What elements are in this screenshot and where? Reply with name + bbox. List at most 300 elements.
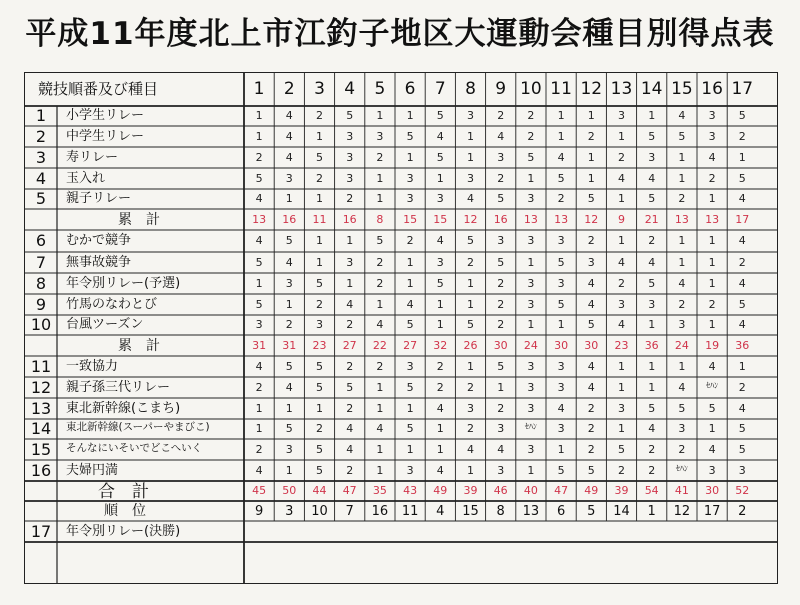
score-cell: 23 xyxy=(312,338,327,352)
score-cell: 3 xyxy=(557,276,565,290)
score-cell: 2 xyxy=(346,192,354,205)
score-cell: 2 xyxy=(587,422,595,435)
score-cell: 2 xyxy=(346,463,354,477)
score-cell: 2 xyxy=(376,276,384,290)
score-cell: 1 xyxy=(436,422,444,435)
score-cell: 4 xyxy=(738,318,746,331)
score-cell: 4 xyxy=(346,442,354,456)
score-cell: 1 xyxy=(285,401,293,415)
score-cell: 32 xyxy=(433,338,448,352)
score-cell: 2 xyxy=(678,297,686,311)
rank-cell: 8 xyxy=(496,504,505,519)
event-name: むかで競争 xyxy=(66,233,132,248)
score-cell: 1 xyxy=(255,422,263,435)
score-cell: 1 xyxy=(648,318,656,331)
score-cell: 1 xyxy=(346,276,354,290)
score-cell: 1 xyxy=(557,318,565,331)
score-cell: 1 xyxy=(557,442,565,456)
event-name: 中学生リレー xyxy=(66,128,145,144)
score-cell: 5 xyxy=(648,401,656,415)
score-cell: 2 xyxy=(285,318,293,331)
score-cell: 50 xyxy=(282,484,297,497)
score-cell: 1 xyxy=(346,234,354,247)
score-cell: 3 xyxy=(466,401,474,415)
score-cell: 1 xyxy=(708,318,716,331)
score-cell: 13 xyxy=(674,212,689,226)
score-cell: 3 xyxy=(346,129,354,143)
score-cell: 4 xyxy=(587,297,595,311)
score-cell: 1 xyxy=(315,192,323,205)
rank-cell: 4 xyxy=(436,504,445,519)
team-header: 2 xyxy=(283,79,295,99)
event-name: 一致協力 xyxy=(66,358,119,374)
rank-cell: 1 xyxy=(647,504,656,519)
score-cell: 15 xyxy=(433,212,448,226)
score-cell: 1 xyxy=(376,297,384,311)
score-cell: 3 xyxy=(315,318,323,331)
score-cell: 4 xyxy=(436,129,444,143)
score-cell: 13 xyxy=(252,212,267,226)
score-cell: 5 xyxy=(617,442,625,456)
score-cell: 2 xyxy=(708,171,716,185)
score-cell: ｾﾊﾝ xyxy=(675,463,688,473)
row-number: 11 xyxy=(30,356,52,376)
team-header: 10 xyxy=(520,79,542,99)
rank-cell: 13 xyxy=(522,504,540,519)
score-cell: 4 xyxy=(738,234,746,247)
score-cell: 1 xyxy=(557,129,565,143)
score-cell: 3 xyxy=(617,297,625,311)
team-header: 7 xyxy=(434,79,446,99)
score-cell: 3 xyxy=(406,359,414,373)
score-cell: 1 xyxy=(376,192,384,205)
event-name: 年令別リレー(決勝) xyxy=(66,523,181,539)
score-cell: 4 xyxy=(436,463,444,477)
score-cell: 5 xyxy=(648,192,656,205)
score-cell: 3 xyxy=(617,109,625,122)
event-name: そんなにいそいでどこへいく xyxy=(66,441,203,454)
score-cell: 4 xyxy=(708,150,716,164)
score-cell: 1 xyxy=(436,297,444,311)
score-cell: 2 xyxy=(587,442,595,456)
team-header: 13 xyxy=(610,79,633,99)
score-cell: 5 xyxy=(406,380,414,394)
row-number: 16 xyxy=(30,460,52,480)
score-cell: 12 xyxy=(584,212,599,226)
score-cell: 1 xyxy=(406,109,414,122)
score-cell: 5 xyxy=(406,129,414,143)
row-number: 7 xyxy=(35,252,47,272)
score-cell: 16 xyxy=(282,212,297,226)
score-cell: 3 xyxy=(285,171,293,185)
score-cell: 1 xyxy=(285,192,293,205)
score-cell: 17 xyxy=(735,212,750,226)
event-header-label: 競技順番及び種目 xyxy=(38,80,159,98)
score-cell: 5 xyxy=(466,318,474,331)
score-cell: 5 xyxy=(527,150,535,164)
score-cell: 4 xyxy=(678,380,686,394)
score-cell: 52 xyxy=(735,484,750,497)
score-cell: 27 xyxy=(342,338,357,352)
score-cell: 2 xyxy=(587,401,595,415)
score-cell: 4 xyxy=(587,276,595,290)
row-number: 9 xyxy=(35,294,47,314)
score-cell: 1 xyxy=(648,109,656,122)
score-cell: 3 xyxy=(466,171,474,185)
score-cell: 30 xyxy=(554,338,569,352)
score-cell: 3 xyxy=(708,129,716,143)
score-cell: 2 xyxy=(557,192,565,205)
rank-cell: 5 xyxy=(587,504,596,519)
score-cell: 2 xyxy=(617,276,625,290)
score-cell: 4 xyxy=(708,359,716,373)
score-cell: 2 xyxy=(678,442,686,456)
score-cell: 3 xyxy=(527,276,535,290)
score-cell: 4 xyxy=(376,422,384,435)
score-cell: 4 xyxy=(648,171,656,185)
score-cell: 5 xyxy=(346,109,354,122)
score-cell: 4 xyxy=(285,129,293,143)
score-cell: 4 xyxy=(738,401,746,415)
score-cell: 5 xyxy=(648,276,656,290)
score-cell: 1 xyxy=(406,255,414,269)
score-cell: 5 xyxy=(255,297,263,311)
rank-cell: 17 xyxy=(703,504,721,519)
score-cell: 24 xyxy=(674,338,689,352)
score-cell: 30 xyxy=(584,338,599,352)
score-cell: 4 xyxy=(617,318,625,331)
score-cell: 2 xyxy=(617,463,625,477)
event-name: 親子リレー xyxy=(66,191,132,206)
score-cell: 4 xyxy=(346,422,354,435)
row-number: 14 xyxy=(30,419,52,438)
score-cell: 5 xyxy=(346,380,354,394)
score-cell: 1 xyxy=(708,422,716,435)
score-cell: 1 xyxy=(587,109,595,122)
score-cell: 4 xyxy=(346,297,354,311)
event-name: 小学生リレー xyxy=(66,108,145,123)
row-number: 6 xyxy=(35,231,47,250)
event-name: 夫婦円満 xyxy=(66,462,119,478)
score-cell: 3 xyxy=(557,234,565,247)
score-cell: 1 xyxy=(315,129,323,143)
score-cell: 13 xyxy=(523,212,538,226)
row-number: 2 xyxy=(35,126,47,146)
score-cell: 1 xyxy=(738,359,746,373)
team-header: 12 xyxy=(580,79,603,99)
score-cell: 3 xyxy=(406,171,414,185)
score-cell: 1 xyxy=(648,380,656,394)
score-cell: 1 xyxy=(376,109,384,122)
score-cell: 2 xyxy=(527,129,535,143)
score-cell: 1 xyxy=(436,442,444,456)
score-cell: 31 xyxy=(282,338,297,352)
score-cell: 1 xyxy=(315,234,323,247)
score-cell: 30 xyxy=(493,338,508,352)
score-cell: 2 xyxy=(315,171,323,185)
team-header: 14 xyxy=(640,79,663,99)
score-cell: 4 xyxy=(587,359,595,373)
rank-cell: 2 xyxy=(738,504,747,519)
event-name: 親子孫三代リレー xyxy=(66,379,171,395)
score-cell: 4 xyxy=(678,109,686,122)
score-cell: 5 xyxy=(285,422,293,435)
score-cell: 36 xyxy=(644,338,659,352)
score-cell: 5 xyxy=(708,401,716,415)
score-cell: 1 xyxy=(255,401,263,415)
score-cell: 3 xyxy=(255,318,263,331)
score-cell: 1 xyxy=(406,442,414,456)
score-cell: 5 xyxy=(738,442,746,456)
score-cell: 39 xyxy=(463,484,478,497)
score-cell: 1 xyxy=(678,255,686,269)
score-cell: 3 xyxy=(406,192,414,205)
score-cell: 3 xyxy=(708,109,716,122)
rank-cell: 10 xyxy=(311,504,328,519)
event-name: 竹馬のなわとび xyxy=(66,296,158,312)
score-cell: 4 xyxy=(678,276,686,290)
score-cell: 5 xyxy=(738,297,746,311)
score-cell: 3 xyxy=(527,401,535,415)
score-cell: 5 xyxy=(497,359,505,373)
score-cell: 39 xyxy=(614,484,629,497)
score-cell: 1 xyxy=(406,401,414,415)
rank-cell: 16 xyxy=(371,504,389,519)
score-cell: 13 xyxy=(554,212,569,226)
score-cell: 3 xyxy=(648,297,656,311)
score-cell: 3 xyxy=(406,463,414,477)
score-cell: 1 xyxy=(527,318,535,331)
score-cell: 15 xyxy=(403,212,418,226)
score-cell: 41 xyxy=(674,484,689,497)
score-cell: 2 xyxy=(738,255,746,269)
score-cell: 5 xyxy=(315,380,323,394)
score-cell: 5 xyxy=(497,192,505,205)
team-header: 17 xyxy=(731,79,754,99)
row-number: 12 xyxy=(30,377,52,397)
score-cell: 43 xyxy=(403,484,418,497)
score-cell: 4 xyxy=(557,150,565,164)
score-cell: 3 xyxy=(527,192,535,205)
score-cell: 3 xyxy=(346,171,354,185)
score-cell: 21 xyxy=(644,212,659,226)
row-number: 8 xyxy=(35,273,47,293)
score-cell: 1 xyxy=(678,171,686,185)
score-cell: 40 xyxy=(523,484,538,497)
score-cell: 1 xyxy=(617,192,625,205)
score-cell: 1 xyxy=(376,442,384,456)
score-cell: ｾﾊﾝ xyxy=(706,380,719,390)
score-cell: 1 xyxy=(678,150,686,164)
score-cell: 1 xyxy=(436,171,444,185)
score-cell: 35 xyxy=(372,484,387,497)
event-name: 累 計 xyxy=(118,337,160,354)
score-cell: 4 xyxy=(285,255,293,269)
score-cell: 1 xyxy=(466,129,474,143)
score-cell: 4 xyxy=(406,297,414,311)
score-cell: 3 xyxy=(346,150,354,164)
score-cell: 4 xyxy=(617,171,625,185)
score-cell: 2 xyxy=(346,401,354,415)
row-number: 17 xyxy=(30,521,52,541)
score-cell: 3 xyxy=(557,359,565,373)
score-cell: 3 xyxy=(527,380,535,394)
event-name: 無事故競争 xyxy=(66,254,132,270)
score-cell: 2 xyxy=(497,297,505,311)
score-cell: 2 xyxy=(497,401,505,415)
score-cell: 1 xyxy=(376,380,384,394)
score-cell: 4 xyxy=(738,192,746,205)
score-cell: 45 xyxy=(252,484,267,497)
event-name: 東北新幹線(こまち) xyxy=(66,400,181,416)
score-cell: 3 xyxy=(466,109,474,122)
score-cell: 2 xyxy=(617,150,625,164)
score-cell: 3 xyxy=(617,401,625,415)
score-cell: 3 xyxy=(497,422,505,435)
score-cell: 5 xyxy=(315,463,323,477)
score-cell: 2 xyxy=(648,463,656,477)
score-cell: 13 xyxy=(705,212,720,226)
score-cell: 1 xyxy=(678,359,686,373)
event-name: 玉入れ xyxy=(66,170,106,186)
rank-cell: 12 xyxy=(673,504,691,519)
row-number: 13 xyxy=(30,398,52,418)
team-header: 5 xyxy=(374,79,386,99)
score-cell: 1 xyxy=(497,380,505,394)
score-cell: 4 xyxy=(255,234,263,247)
score-cell: 3 xyxy=(285,442,293,456)
score-cell: 5 xyxy=(738,422,746,435)
score-cell: 3 xyxy=(708,463,716,477)
score-cell: 44 xyxy=(312,484,327,497)
score-cell: 4 xyxy=(617,255,625,269)
event-name: 東北新幹線(スーパーやまびこ) xyxy=(66,421,210,433)
score-cell: 8 xyxy=(376,212,384,226)
score-cell: 5 xyxy=(255,255,263,269)
score-cell: 2 xyxy=(738,129,746,143)
score-cell: 5 xyxy=(285,359,293,373)
score-cell: 5 xyxy=(557,255,565,269)
score-cell: 3 xyxy=(738,463,746,477)
score-cell: 49 xyxy=(584,484,599,497)
score-cell: 5 xyxy=(406,318,414,331)
score-cell: 3 xyxy=(527,442,535,456)
score-cell: 2 xyxy=(255,380,263,394)
score-cell: 5 xyxy=(678,129,686,143)
score-cell: 9 xyxy=(617,212,625,226)
event-name: 順 位 xyxy=(104,503,146,519)
score-cell: 1 xyxy=(708,255,716,269)
score-cell: 4 xyxy=(466,442,474,456)
score-cell: 1 xyxy=(255,109,263,122)
score-cell: 1 xyxy=(738,150,746,164)
score-cell: 2 xyxy=(648,442,656,456)
score-cell: 1 xyxy=(527,463,535,477)
score-cell: 3 xyxy=(497,463,505,477)
score-cell: 2 xyxy=(406,234,414,247)
row-number: 3 xyxy=(35,147,47,167)
score-cell: 1 xyxy=(708,192,716,205)
score-cell: 2 xyxy=(346,359,354,373)
score-cell: 2 xyxy=(466,255,474,269)
score-cell: 3 xyxy=(497,234,505,247)
score-cell: ｾﾊﾝ xyxy=(524,422,537,431)
event-name: 年令別リレー(予選) xyxy=(66,275,181,291)
score-cell: 1 xyxy=(376,463,384,477)
rank-cell: 9 xyxy=(254,504,264,519)
score-cell: 4 xyxy=(285,380,293,394)
score-cell: 1 xyxy=(285,297,293,311)
score-cell: 1 xyxy=(617,129,625,143)
score-cell: 4 xyxy=(436,401,444,415)
score-cell: 4 xyxy=(255,192,263,205)
team-header: 9 xyxy=(495,79,507,99)
row-number: 1 xyxy=(35,106,47,125)
score-cell: 2 xyxy=(315,422,323,435)
score-cell: 1 xyxy=(376,171,384,185)
score-cell: 1 xyxy=(466,297,474,311)
score-cell: 49 xyxy=(433,484,448,497)
score-cell: 2 xyxy=(527,109,535,122)
score-cell: 5 xyxy=(406,422,414,435)
team-header: 16 xyxy=(701,79,723,99)
event-name: 台風ツーズン xyxy=(66,317,144,332)
score-cell: 1 xyxy=(466,150,474,164)
team-header: 6 xyxy=(404,79,416,99)
score-cell: 2 xyxy=(497,109,505,122)
score-cell: 4 xyxy=(648,255,656,269)
score-cell: 1 xyxy=(406,276,414,290)
rank-cell: 11 xyxy=(401,504,419,519)
score-cell: 2 xyxy=(376,359,384,373)
score-cell: 2 xyxy=(255,442,263,456)
score-cell: 1 xyxy=(466,359,474,373)
score-cell: 24 xyxy=(523,338,538,352)
score-cell: 2 xyxy=(376,150,384,164)
score-cell: 27 xyxy=(403,338,418,352)
score-cell: 1 xyxy=(466,463,474,477)
score-cell: 4 xyxy=(497,442,505,456)
score-cell: 1 xyxy=(376,401,384,415)
event-name: 累 計 xyxy=(118,211,160,228)
score-cell: 5 xyxy=(315,359,323,373)
score-cell: 4 xyxy=(285,109,293,122)
row-number: 10 xyxy=(30,315,52,334)
score-cell: 36 xyxy=(735,338,750,352)
score-cell: 1 xyxy=(315,255,323,269)
score-cell: 11 xyxy=(312,212,327,226)
score-cell: 3 xyxy=(285,276,293,290)
score-cell: 3 xyxy=(648,150,656,164)
score-cell: 54 xyxy=(644,484,659,497)
score-cell: 1 xyxy=(255,276,263,290)
score-cell: 2 xyxy=(678,192,686,205)
score-cell: 2 xyxy=(497,276,505,290)
score-cell: 4 xyxy=(285,150,293,164)
score-cell: 3 xyxy=(587,255,595,269)
event-name: 合 計 xyxy=(98,482,149,502)
score-cell: 1 xyxy=(587,150,595,164)
score-cell: 4 xyxy=(738,276,746,290)
score-cell: 3 xyxy=(346,255,354,269)
row-number: 4 xyxy=(35,168,47,188)
team-header: 11 xyxy=(550,79,572,99)
team-header: 15 xyxy=(671,79,693,99)
rank-cell: 6 xyxy=(556,504,566,519)
score-cell: 5 xyxy=(587,318,595,331)
score-cell: 2 xyxy=(497,318,505,331)
row-number: 15 xyxy=(30,439,52,459)
